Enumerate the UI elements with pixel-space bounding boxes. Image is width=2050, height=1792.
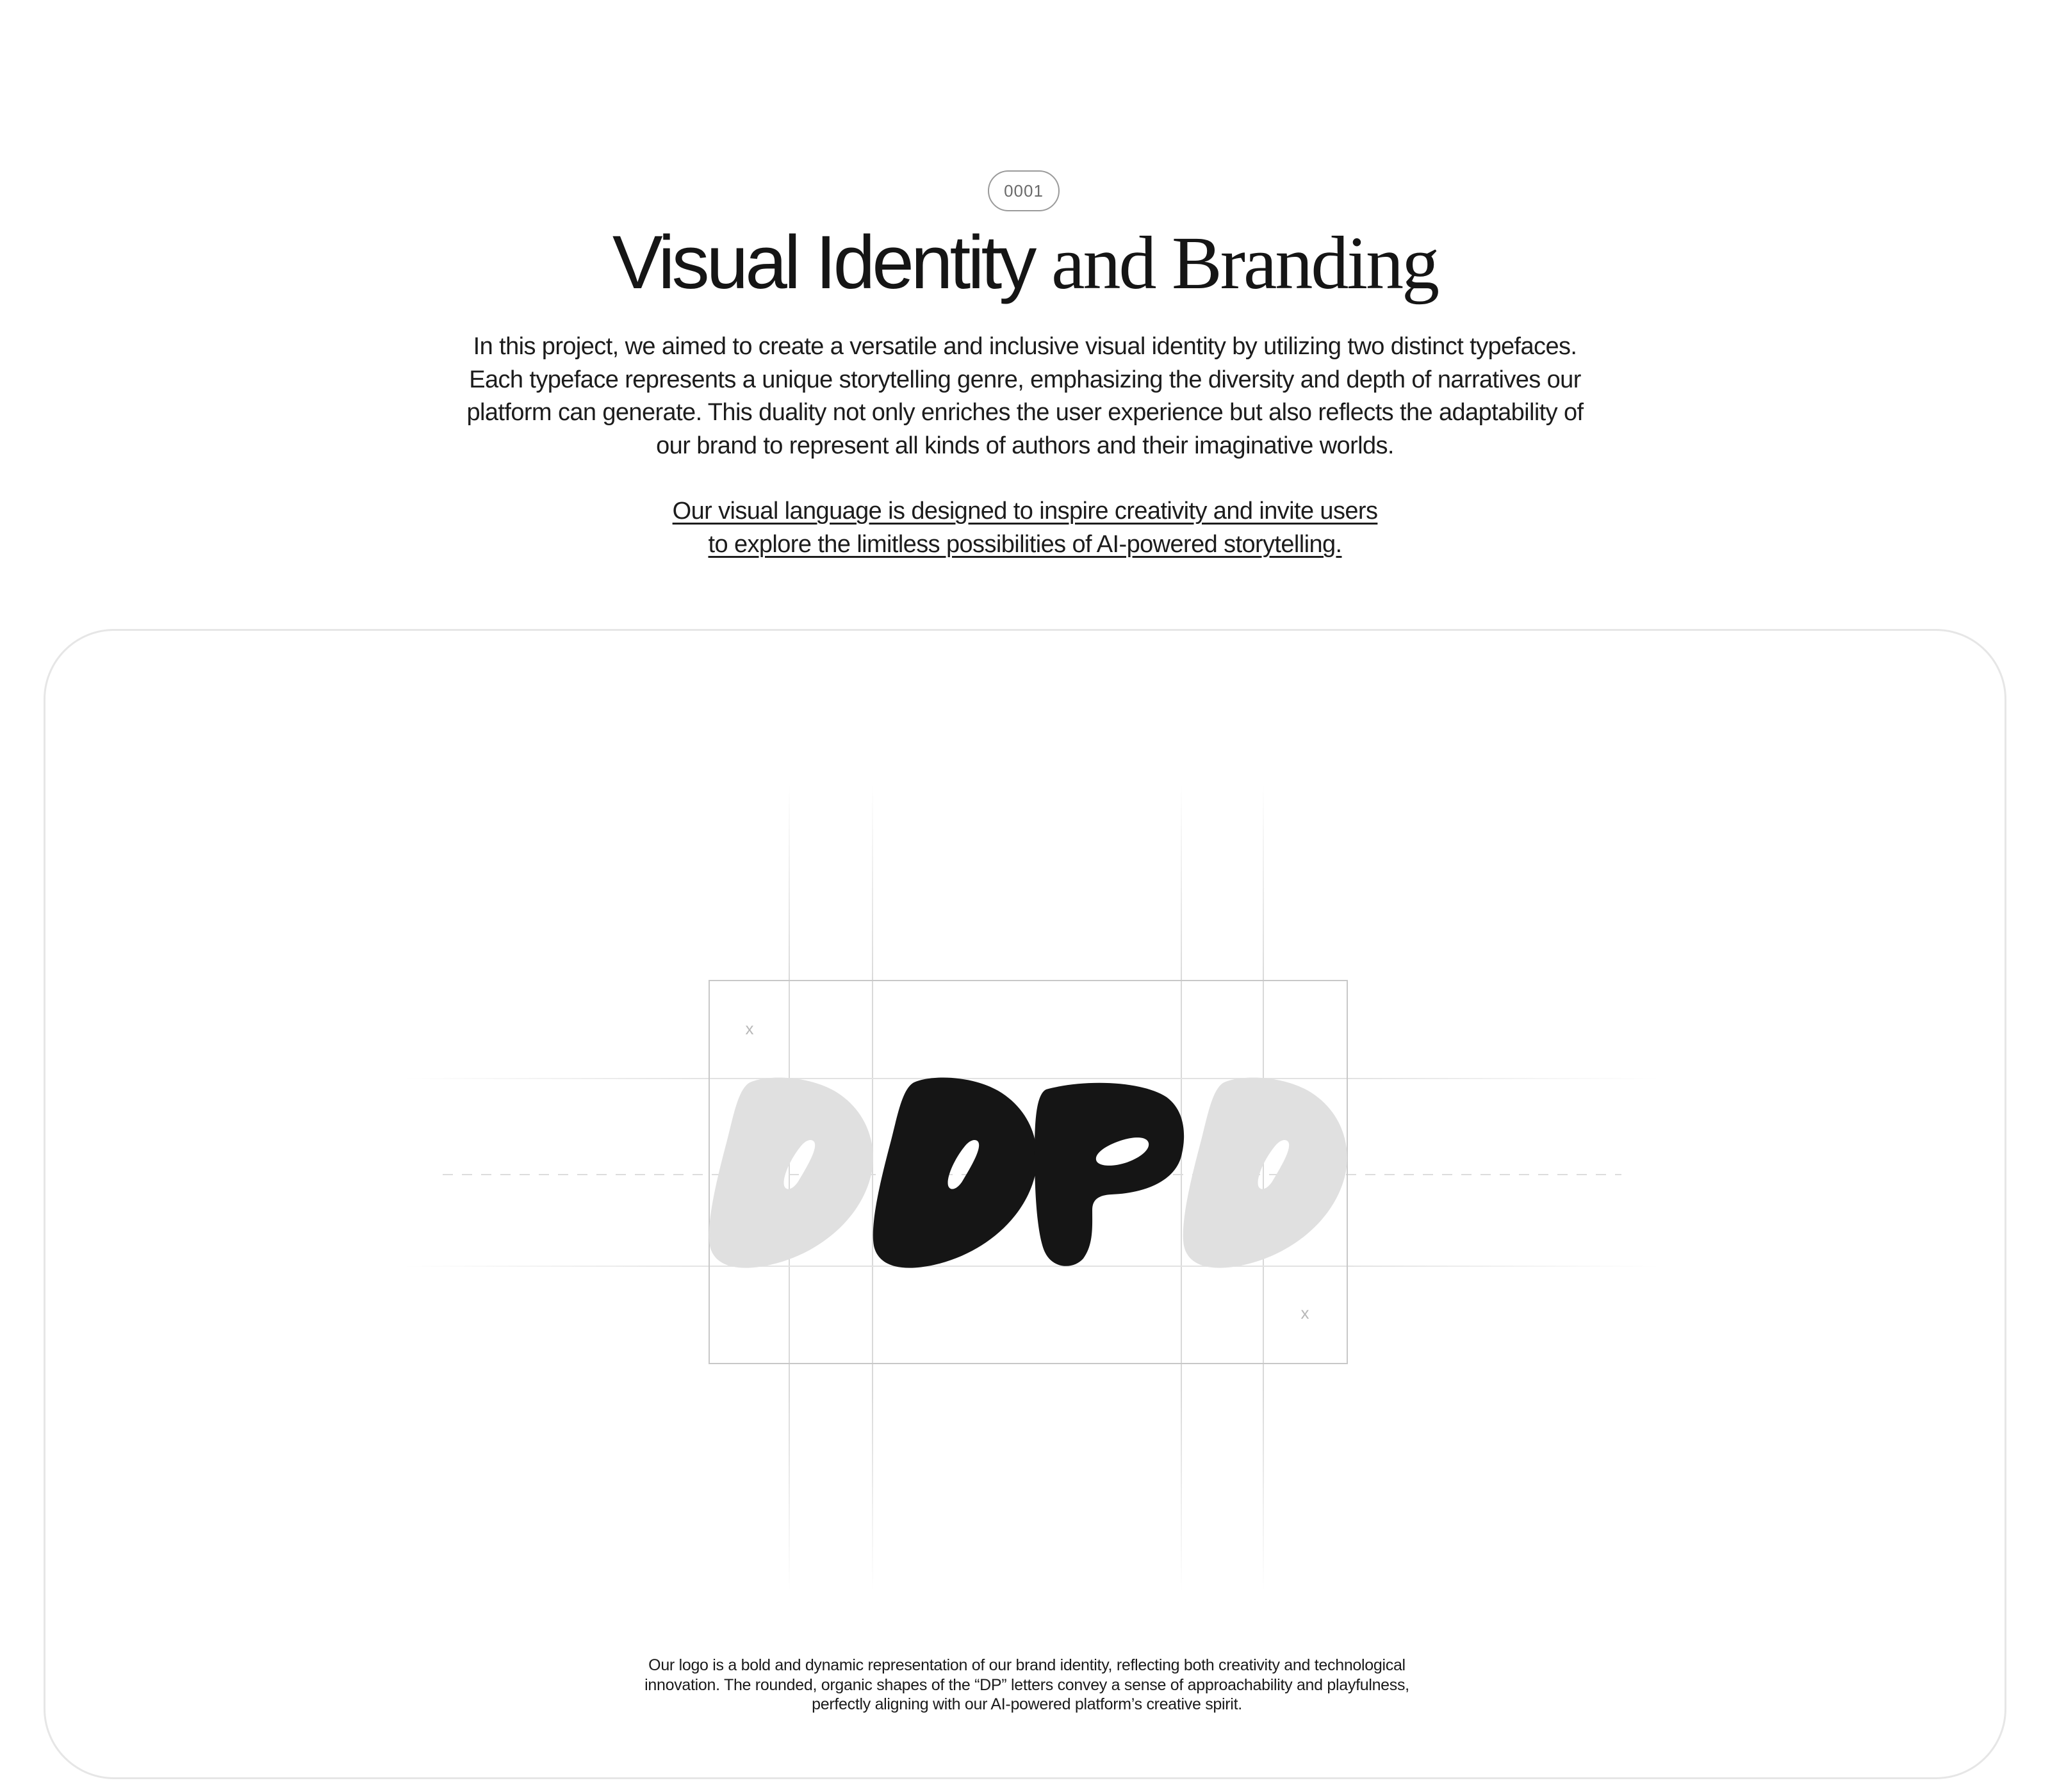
clearspace-marker-bottom-right: x bbox=[1300, 1303, 1309, 1323]
clearspace-marker-top-left: x bbox=[745, 1019, 754, 1038]
ghost-letter-right bbox=[1183, 1077, 1347, 1267]
tagline-line-2: to explore the limitless possibilities of AI-powered storytelling. bbox=[708, 531, 1342, 558]
section-number-badge: 0001 bbox=[988, 170, 1060, 211]
tagline-line-1: Our visual language is designed to inspire creativity and invite users bbox=[672, 498, 1378, 525]
logo-mark bbox=[873, 1077, 1184, 1267]
title-serif-part: and Branding bbox=[1051, 221, 1438, 305]
tagline bbox=[448, 494, 1602, 561]
intro-paragraph: In this project, we aimed to create a versatile and inclusive visual identity by utilizing two distinct typefaces. Each typeface represents a unique storytelling genre, emphasizing the diversity and depth of narratives our platform can generate. This duality not only enriches the user experience but also reflects the adaptability of our brand to represent all kinds of authors and their imaginative worlds. bbox=[466, 333, 1584, 459]
page-title bbox=[0, 218, 2050, 308]
logo-card bbox=[44, 629, 2006, 1779]
logo-construction-diagram bbox=[45, 631, 2006, 1779]
logo-letter-p bbox=[1035, 1083, 1184, 1266]
ghost-letter-left bbox=[709, 1077, 873, 1267]
logo-letter-d bbox=[873, 1077, 1037, 1267]
logo-caption: Our logo is a bold and dynamic representation of our brand identity, reflecting both creativity and technological innovation. The rounded, organic shapes of the “DP” letters convey a sense of approachability and playfulness, perfectly aligning with our AI-powered platform’s creative spirit. bbox=[644, 1656, 1409, 1713]
title-sans-part: Visual Identity bbox=[612, 220, 1034, 305]
